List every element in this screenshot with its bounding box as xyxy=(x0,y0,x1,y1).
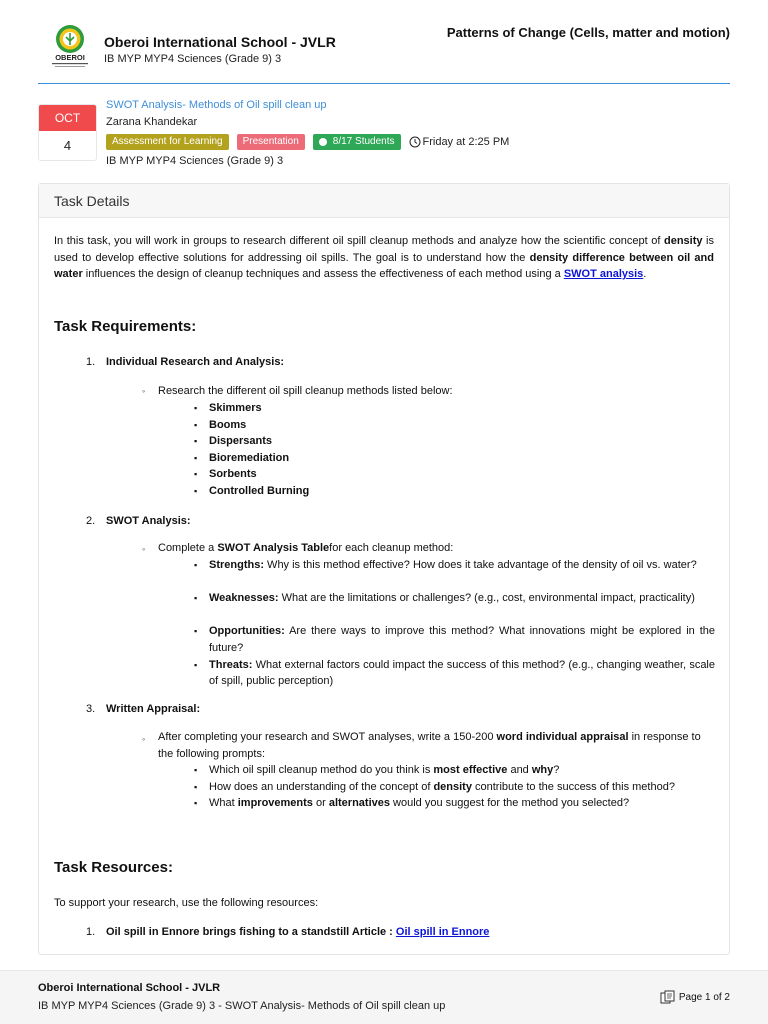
students-tag[interactable] xyxy=(313,134,401,150)
swot-label: Weaknesses: xyxy=(209,592,279,605)
page-indicator xyxy=(660,990,730,1004)
bullet: ▪ xyxy=(194,593,198,604)
bullet: ▪ xyxy=(194,419,198,430)
text: and xyxy=(507,764,532,776)
bullet: ▪ xyxy=(194,436,198,447)
ennore-article-link[interactable]: Oil spill in Ennore xyxy=(395,926,490,938)
bullet: ▪ xyxy=(194,486,198,496)
presentation-tag: Presentation xyxy=(237,134,305,150)
teacher-name: Zarana Khandekar xyxy=(106,116,198,128)
swot-analysis-link[interactable]: SWOT analysis xyxy=(563,268,644,280)
method-item: Controlled Burning xyxy=(209,485,310,497)
bold-text: SWOT Analysis Table xyxy=(217,542,330,554)
requirements-heading: Task Requirements: xyxy=(54,318,197,335)
bold-text: alternatives xyxy=(328,797,390,809)
text: or xyxy=(312,797,329,809)
due-text: Friday at 2:25 PM xyxy=(422,135,510,148)
text: Complete a xyxy=(158,542,218,554)
list-number: 2. xyxy=(86,515,96,527)
date-badge xyxy=(38,104,97,161)
text: Which oil spill cleanup method do you think is xyxy=(209,764,434,776)
text: After completing your research and SWOT analyses, write a 150-200 xyxy=(158,731,497,743)
class-name: IB MYP MYP4 Sciences (Grade 9) 3 xyxy=(104,53,282,65)
bullet: ▪ xyxy=(194,782,198,792)
list-item: Research the different oil spill cleanup methods listed below: xyxy=(158,385,453,397)
bullet: ▪ xyxy=(194,798,198,808)
pages-icon xyxy=(660,990,676,1004)
task-class: IB MYP MYP4 Sciences (Grade 9) 3 xyxy=(106,155,284,167)
bold-text: density xyxy=(433,781,472,793)
intro-text: is used to develop effective solutions for addressing oil spills. The goal is to understand how the xyxy=(54,235,714,264)
text: for each cleanup method: xyxy=(329,542,454,554)
bold-text: why xyxy=(531,764,554,776)
section-title: Written Appraisal: xyxy=(106,703,201,715)
swot-item xyxy=(209,657,715,690)
list-number: 1. xyxy=(86,356,96,368)
bold-text: word individual appraisal xyxy=(496,731,629,743)
method-item: Skimmers xyxy=(209,402,262,414)
assessment-tag: Assessment for Learning xyxy=(106,134,229,150)
task-intro xyxy=(54,233,714,283)
swot-label: Threats: xyxy=(209,658,253,671)
bullet: ▪ xyxy=(194,452,198,463)
task-title-link[interactable]: SWOT Analysis- Methods of Oil spill clean up xyxy=(106,99,327,111)
method-item: Sorbents xyxy=(209,468,257,481)
card-heading: Task Details xyxy=(39,184,729,218)
bullet: ▪ xyxy=(194,403,198,413)
prompt-item xyxy=(209,762,559,779)
swot-text: Are there ways to improve this method? What innovations might be explored in the future? xyxy=(209,625,715,654)
page-footer xyxy=(0,970,768,1024)
swot-text: What external factors could impact the success of this method? (e.g., changing weather, scale of spill, public perception) xyxy=(209,658,715,688)
swot-text: What are the limitations or challenges? (e.g., cost, environmental impact, practicality) xyxy=(278,592,695,605)
svg-text:OBEROI: OBEROI xyxy=(55,53,85,62)
prompt-item xyxy=(209,779,675,796)
section-title: SWOT Analysis: xyxy=(106,515,191,527)
text: contribute to the success of this method? xyxy=(471,781,675,793)
swot-text: Why is this method effective? How does it take advantage of the density of oil vs. water? xyxy=(264,559,697,571)
oberoi-logo xyxy=(46,22,94,70)
swot-label: Strengths: xyxy=(209,559,264,571)
intro-bold: density xyxy=(663,235,703,247)
intro-text: In this task, you will work in groups to research different oil spill cleanup methods and analyze how the scientific concept of xyxy=(54,235,664,247)
task-details-card xyxy=(38,183,730,955)
list-item xyxy=(158,540,453,557)
bold-text: improvements xyxy=(237,797,313,809)
due-date xyxy=(409,136,510,148)
list-item xyxy=(158,729,715,762)
date-day: 4 xyxy=(63,138,72,153)
footer-school: Oberoi International School - JVLR xyxy=(38,982,221,994)
resources-intro: To support your research, use the following resources: xyxy=(54,897,319,909)
text: in response to the following prompts: xyxy=(158,731,701,760)
swot-item xyxy=(209,557,715,574)
intro-bold: density difference between oil and water xyxy=(54,251,714,280)
text: How does an understanding of the concept of xyxy=(209,781,434,793)
resource-item xyxy=(106,924,489,941)
method-item: Bioremediation xyxy=(209,451,290,464)
method-item: Booms xyxy=(209,418,247,431)
page-header xyxy=(38,20,730,84)
intro-text: influences the design of cleanup techniques and assess the effectiveness of each method using a xyxy=(82,268,564,280)
prompt-item xyxy=(209,795,629,812)
bullet: ▪ xyxy=(194,626,198,637)
text: What xyxy=(209,797,238,809)
method-item: Dispersants xyxy=(209,435,272,448)
swot-item xyxy=(209,590,715,607)
page-number: Page 1 of 2 xyxy=(678,991,730,1003)
bullet: ◦ xyxy=(142,386,146,396)
resources-heading: Task Resources: xyxy=(54,859,173,876)
list-number: 1. xyxy=(86,926,96,938)
dot-icon xyxy=(319,138,327,146)
swot-item xyxy=(209,623,715,656)
text: ? xyxy=(553,764,560,776)
resource-text: Oil spill in Ennore brings fishing to a standstill Article : xyxy=(106,926,396,938)
school-name: Oberoi International School - JVLR xyxy=(104,34,336,50)
clock-icon xyxy=(409,136,421,148)
bullet: ▪ xyxy=(194,659,198,670)
task-tags xyxy=(106,133,509,150)
students-count: 8/17 Students xyxy=(332,135,395,147)
list-number: 3. xyxy=(86,703,96,715)
bullet: ◦ xyxy=(142,544,146,554)
text: would you suggest for the method you selected? xyxy=(390,797,630,809)
unit-title: Patterns of Change (Cells, matter and motion) xyxy=(446,25,730,40)
bullet: ▪ xyxy=(194,765,198,775)
bullet: ▪ xyxy=(194,560,198,570)
swot-label: Opportunities: xyxy=(209,625,285,638)
intro-text: . xyxy=(643,268,647,280)
bold-text: most effective xyxy=(433,764,508,776)
bullet: ◦ xyxy=(142,734,146,744)
date-month: OCT xyxy=(39,105,96,131)
section-title: Individual Research and Analysis: xyxy=(106,356,285,368)
footer-line: IB MYP MYP4 Sciences (Grade 9) 3 - SWOT Analysis- Methods of Oil spill clean up xyxy=(38,1000,446,1012)
bullet: ▪ xyxy=(194,469,198,480)
